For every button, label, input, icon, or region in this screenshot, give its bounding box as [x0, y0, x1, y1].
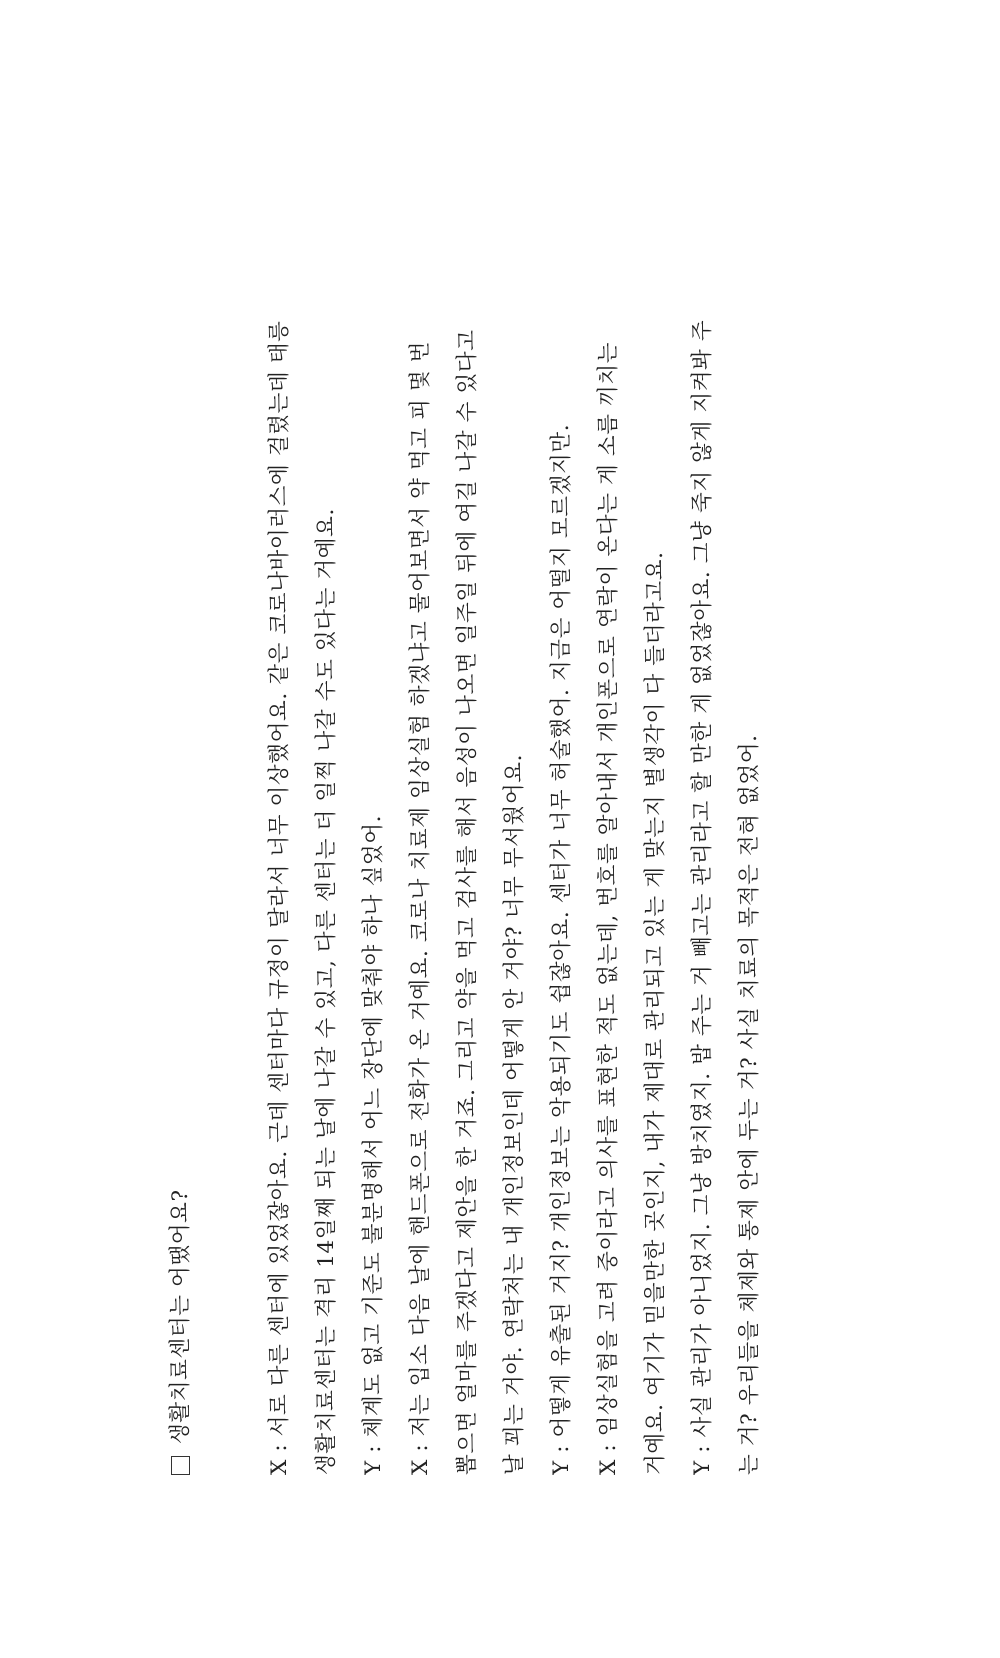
dialogue-line: 생활치료센터는 격리 14일째 되는 날에 나갈 수 있고, 다른 센터는 더 일찍 나갈 수도 있다는 거예요.: [314, 508, 339, 1475]
dialogue-line: X : 임상실험을 고려 중이라고 의사를 표현한 적도 없는데, 번호를 알아내서 개인폰으로 연락이 온다는 게 소름 끼치는: [596, 341, 621, 1475]
dialogue-line: X : 저는 입소 다음 날에 핸드폰으로 전화가 온 거예요. 코로나 치료제 임상실험 하겠냐고 물어보면서 약 먹고 피 몇 번: [408, 340, 433, 1475]
section-title: 생활치료센터는 어땠어요?: [168, 1189, 193, 1444]
heading-spacer: [204, 165, 256, 1475]
dialogue-line: 는 거? 우리들을 체제와 통제 안에 두는 거? 사실 치료의 목적은 전혀 없었어.: [737, 734, 762, 1475]
section-heading: [157, 165, 204, 1475]
dialogue-line: X : 서로 다른 센터에 있었잖아요. 근데 센터마다 규정이 달라서 너무 이상했어요. 같은 코로나바이러스에 걸렸는데 태릉: [267, 320, 292, 1475]
checkbox-icon: [171, 1456, 190, 1475]
dialogue-line: 거예요. 여기가 믿을만한 곳인지, 내가 제대로 관리되고 있는 게 맞는지 별생각이 다 들더라고요.: [643, 551, 668, 1475]
dialogue-line: 뽑으면 얼마를 주겠다고 제안을 한 거죠. 그리고 약을 먹고 검사를 해서 음성이 나오면 일주일 뒤에 여길 나갈 수 있다고: [455, 329, 480, 1475]
dialogue-line: 날 꾀는 거야. 연락처는 내 개인정보인데 어떻게 안 거야? 너무 무서웠어요.: [502, 753, 527, 1475]
dialogue-line: Y : 어떻게 유출된 거지? 개인정보는 악용되기도 쉽잖아요. 센터가 너무 허술했어. 지금은 어떨지 모르겠지만.: [549, 423, 574, 1475]
dialogue-line: Y : 사실 관리가 아니었지. 그냥 방치였지. 밥 주는 거 빼고는 관리라고 할 만한 게 없었잖아요. 그냥 죽지 않게 지켜봐 주: [690, 319, 715, 1475]
dialogue-line: Y : 체계도 없고 기준도 불분명해서 어느 장단에 맞춰야 하나 싶었어.: [361, 814, 386, 1475]
interview-text-block: [157, 165, 773, 1475]
